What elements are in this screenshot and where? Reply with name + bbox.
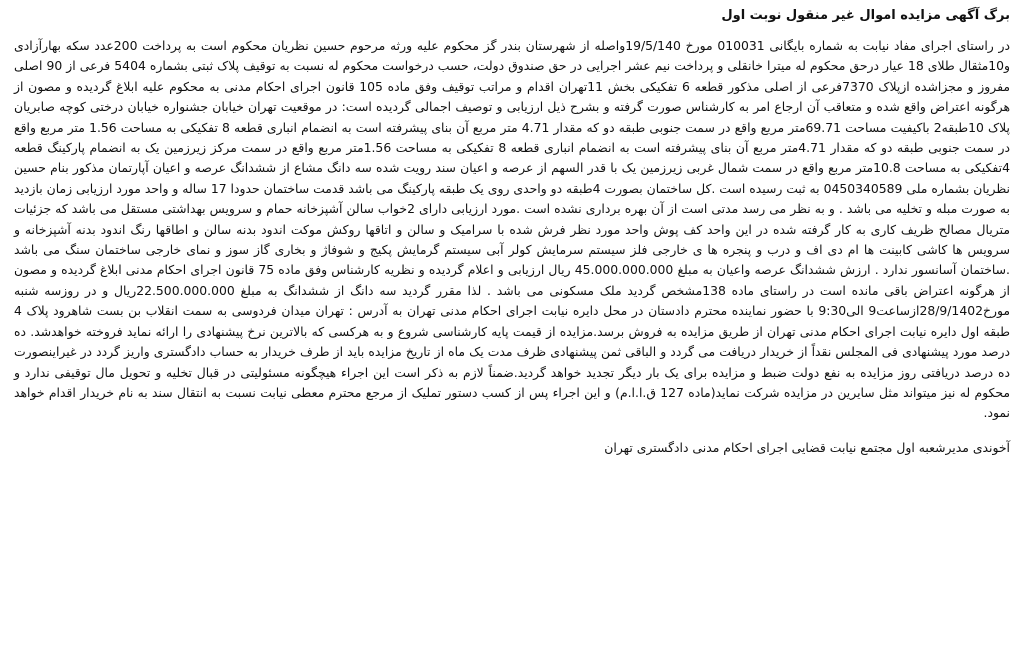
notice-signature: آخوندی مدیرشعبه اول مجتمع نیابت قضایی اجرای احکام مدنی دادگستری تهران	[604, 439, 1010, 455]
notice-body: در راستای اجرای مفاد نیابت به شماره بایگانی 010031 مورخ 19/5/140واصله از شهرستان بندر گز محکوم علیه ورثه مرحوم حسین نظریان محکوم است به پرداخت 200عدد سکه بهارآزادی و10مثقال طلای 18 عیار درحق محکوم له میترا خانقلی و پرداخت نیم عشر اجرایی در حق صندوق دولت، حسب درخواست محکوم له نسبت به توقیف پلاک ثبتی بشماره 5404 فرعی از 90 اصلی مفروز و مجزاشده ازپلاک 7370فرعی از اصلی مذکور قطعه 6 تفکیکی بخش 11تهران اقدام و مراتب توقیف وفق ماده 105 قانون اجرای احکام مدنی به محکوم علیه ابلاغ گردیده و مصون از هرگونه اعتراض واقع شده و متعاقب آن ارجاع امر به کارشناس صورت گرفته و بشرح ذیل ارزیابی و توصیف اجمالی گردیده است: در موقعیت تهران خیابان جشنواره خیابان درختی کوچه صابریان پلاک 10طبقه2 باکیفیت مساحت 69.71متر مربع واقع در سمت جنوبی طبقه دو که مقدار 4.71 متر مربع آن بنای پیشرفته است به انضمام انباری قطعه 8 تفکیکی به مساحت 1.56 متر مربع واقع در سمت جنوبی طبقه دو که مقدار 4.71متر مربع آن بنای پیشرفته است به انضمام انباری قطعه 8 تفکیکی به مساحت 1.56متر مربع واقع در سمت مرکز زیرزمین یک به انضمام پارکینگ قطعه 4تفکیکی به مساحت 10.8متر مربع واقع در سمت شمال غربی زیرزمین یک با قدر السهم از عرصه و اعیان سند رویت شده سه دانگ مشاع از ششدانگ عرصه و اعیان آپارتمان مذکور بنام حسین نظریان بشماره ملی 0450340589 به ثبت رسیده است .کل ساختمان بصورت 4طبقه دو واحدی روی یک طبقه پارکینگ می باشد قدمت ساختمان حدودا 17 ساله و واحد مورد ارزیابی زمان بازدید به صورت مبله و تخلیه می باشد . و به نظر می رسد مدتی است از آن بهره برداری نشده است .مورد ارزیابی دارای 2خواب سالن آشپزخانه حمام و سرویس بهداشتی مستقل می باشد که جزئیات متریال مصالح ظریف کاری به کار گرفته شده در این واحد کف پوش واحد مورد نظر فرش شده با سرامیک و سالن و اتاقها روکش موکت اندود بدنه سالن و اطاقها رنگ اندود بدنه آشپزخانه و سرویس ها کاشی کابینت ها ام دی اف و درب و پنجره ها ی خارجی فلز سیستم سرمایش کولر آبی سیستم گرمایش پکیج و شوفاژ و بخاری گاز سوز و نمای خارجی ساختمان سنگ می باشد .ساختمان آسانسور ندارد . ارزش ششدانگ عرصه واعیان به مبلغ 45.000.000.000 ریال ارزیابی و اعلام گردیده و نظریه کارشناس وفق ماده 75 قانون اجرای احکام مدنی ابلاغ گردیده و مصون از هرگونه اعتراض باقی مانده است در راستای ماده 138مشخص گردید ملک مسکونی می باشد . لذا مقرر گردید سه دانگ از ششدانگ به مبلغ 22.500.000.000ریال و در روزسه شنبه مورخ28/9/1402ازساعت9 الی9:30 با حضور نماینده محترم دادستان در محل دایره نیابت اجرای احکام مدنی تهران به آدرس : تهران میدان فردوسی به سمت انقلاب بن بست شاهرود پلاک 4 طبقه اول دایره نیابت اجرای احکام مدنی تهران از طریق مزایده به فروش برسد.مزایده از قیمت پایه کارشناسی شروع و به هرکسی که بالاترین نرخ پیشنهادی را ارائه نماید فروخته خواهدشد. ده درصد مورد پیشنهادی فی المجلس نقداً از خریدار دریافت می گردد و الباقی ثمن پیشنهادی ظرف مدت یک ماه از تاریخ مزایده باید از طرف خریدار به حساب دادگستری واریز گردد در غیراینصورت ده درصد دریافتی روز مزایده به نفع دولت ضبط و مزایده برای یک بار دیگر تجدید خواهد گردید.ضمناً لازم به ذکر است این اجراء هیچگونه مسئولیتی در قبال تخلیه و تحویل مال توقیفی ندارد و محکوم له نیز میتواند مثل سایرین در مزایده شرکت نماید(ماده 127 ق.ا.ا.م) و این اجراء پس از کسب دستور تملیک از مرجع محترم معطی نیابت نسبت به انتقال سند به نام خریدار اقدام خواهد نمود.	[13, 38, 1011, 421]
notice-title: برگ آگهی مزایده اموال غیر منقول نوبت اول	[721, 8, 1010, 23]
auction-notice	[14, 6, 1010, 666]
